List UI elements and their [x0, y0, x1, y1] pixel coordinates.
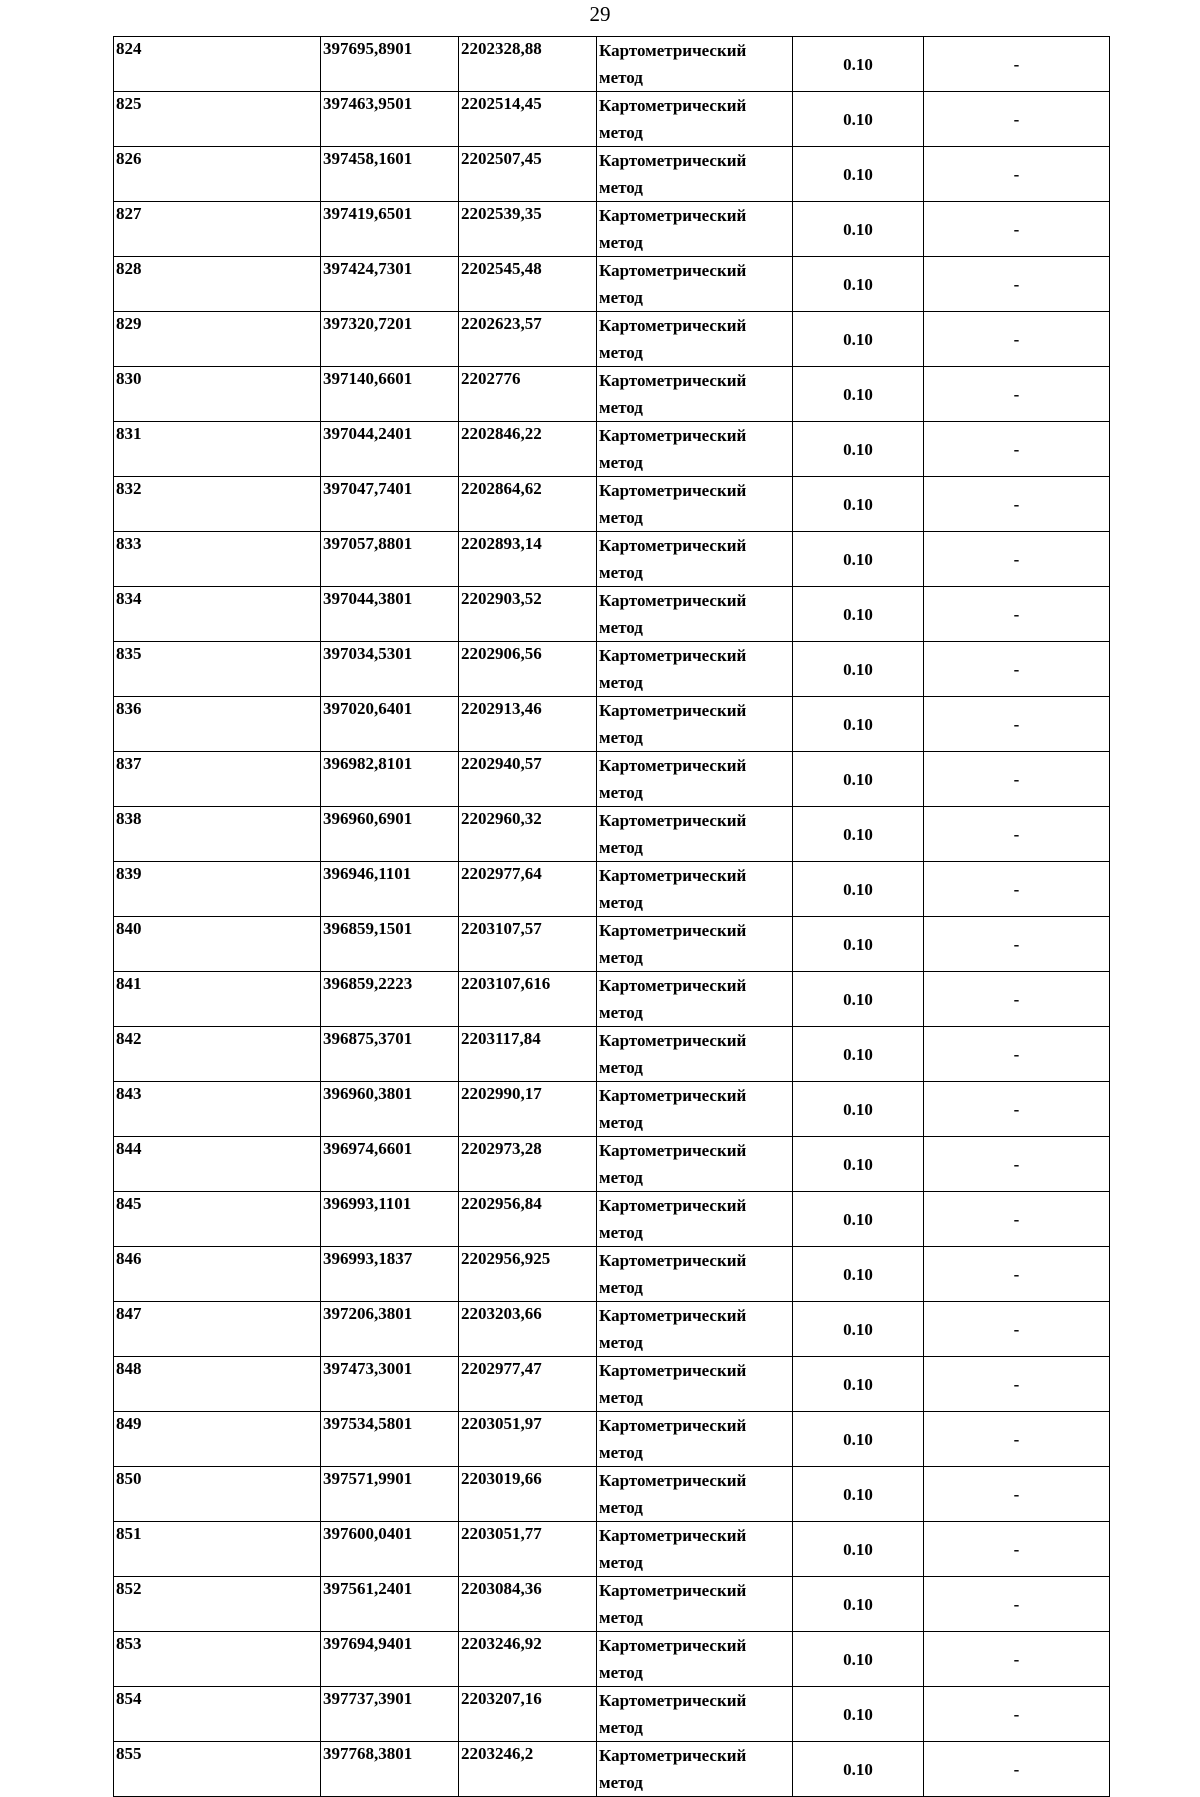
- x-coordinate-cell: 397473,3001: [321, 1357, 459, 1412]
- method-text-line-2: метод: [599, 343, 643, 362]
- table-row: [114, 972, 1110, 1027]
- method-cell: [597, 1247, 793, 1302]
- table-row: [114, 752, 1110, 807]
- note-cell: -: [924, 477, 1110, 532]
- accuracy-cell: 0.10: [793, 862, 924, 917]
- method-text-line-1: Картометрический: [599, 866, 747, 885]
- method-text-line-2: метод: [599, 1553, 643, 1572]
- table-row: [114, 1137, 1110, 1192]
- note-cell: -: [924, 862, 1110, 917]
- y-coordinate-cell: 2203051,77: [459, 1522, 597, 1577]
- method-cell: [597, 807, 793, 862]
- x-coordinate-cell: 397140,6601: [321, 367, 459, 422]
- accuracy-cell: 0.10: [793, 422, 924, 477]
- method-text-line-1: Картометрический: [599, 1361, 747, 1380]
- table-row: [114, 1247, 1110, 1302]
- method-text-line-2: метод: [599, 1333, 643, 1352]
- method-text-line-2: метод: [599, 1443, 643, 1462]
- y-coordinate-cell: 2202960,32: [459, 807, 597, 862]
- method-text-line-1: Картометрический: [599, 536, 747, 555]
- table-row: [114, 587, 1110, 642]
- accuracy-cell: 0.10: [793, 532, 924, 587]
- y-coordinate-cell: 2202507,45: [459, 147, 597, 202]
- method-text-line-1: Картометрический: [599, 371, 747, 390]
- x-coordinate-cell: 397424,7301: [321, 257, 459, 312]
- table-row: [114, 312, 1110, 367]
- x-coordinate-cell: 397020,6401: [321, 697, 459, 752]
- point-number-cell: 852: [114, 1577, 321, 1632]
- method-text-line-2: метод: [599, 233, 643, 252]
- method-text-line-2: метод: [599, 1773, 643, 1792]
- accuracy-cell: 0.10: [793, 477, 924, 532]
- x-coordinate-cell: 397463,9501: [321, 92, 459, 147]
- x-coordinate-cell: 396859,2223: [321, 972, 459, 1027]
- method-cell: [597, 92, 793, 147]
- method-cell: [597, 312, 793, 367]
- x-coordinate-cell: 397034,5301: [321, 642, 459, 697]
- method-text-line-2: метод: [599, 288, 643, 307]
- note-cell: -: [924, 752, 1110, 807]
- point-number-cell: 845: [114, 1192, 321, 1247]
- method-cell: [597, 477, 793, 532]
- method-text-line-1: Картометрический: [599, 921, 747, 940]
- method-cell: [597, 202, 793, 257]
- y-coordinate-cell: 2203051,97: [459, 1412, 597, 1467]
- table-row: [114, 807, 1110, 862]
- table-row: [114, 532, 1110, 587]
- note-cell: -: [924, 1137, 1110, 1192]
- method-text-line-2: метод: [599, 783, 643, 802]
- method-text-line-1: Картометрический: [599, 1251, 747, 1270]
- accuracy-cell: 0.10: [793, 1357, 924, 1412]
- y-coordinate-cell: 2202514,45: [459, 92, 597, 147]
- point-number-cell: 851: [114, 1522, 321, 1577]
- x-coordinate-cell: 396974,6601: [321, 1137, 459, 1192]
- note-cell: -: [924, 807, 1110, 862]
- point-number-cell: 831: [114, 422, 321, 477]
- accuracy-cell: 0.10: [793, 587, 924, 642]
- table-row: [114, 642, 1110, 697]
- method-text-line-2: метод: [599, 1278, 643, 1297]
- method-text-line-2: метод: [599, 68, 643, 87]
- method-text-line-2: метод: [599, 563, 643, 582]
- point-number-cell: 830: [114, 367, 321, 422]
- accuracy-cell: 0.10: [793, 1302, 924, 1357]
- note-cell: -: [924, 1192, 1110, 1247]
- table-row: [114, 917, 1110, 972]
- method-cell: [597, 1192, 793, 1247]
- point-number-cell: 846: [114, 1247, 321, 1302]
- method-cell: [597, 1632, 793, 1687]
- y-coordinate-cell: 2203107,616: [459, 972, 597, 1027]
- point-number-cell: 839: [114, 862, 321, 917]
- method-text-line-2: метод: [599, 893, 643, 912]
- table-row: [114, 1192, 1110, 1247]
- x-coordinate-cell: 397057,8801: [321, 532, 459, 587]
- method-text-line-1: Картометрический: [599, 1581, 747, 1600]
- method-text-line-2: метод: [599, 1113, 643, 1132]
- x-coordinate-cell: 397561,2401: [321, 1577, 459, 1632]
- x-coordinate-cell: 397044,3801: [321, 587, 459, 642]
- table-row: [114, 1027, 1110, 1082]
- accuracy-cell: 0.10: [793, 972, 924, 1027]
- point-number-cell: 835: [114, 642, 321, 697]
- x-coordinate-cell: 397047,7401: [321, 477, 459, 532]
- x-coordinate-cell: 397206,3801: [321, 1302, 459, 1357]
- method-cell: [597, 147, 793, 202]
- accuracy-cell: 0.10: [793, 257, 924, 312]
- x-coordinate-cell: 396875,3701: [321, 1027, 459, 1082]
- method-cell: [597, 862, 793, 917]
- method-text-line-2: метод: [599, 1663, 643, 1682]
- point-number-cell: 838: [114, 807, 321, 862]
- x-coordinate-cell: 397534,5801: [321, 1412, 459, 1467]
- x-coordinate-cell: 397044,2401: [321, 422, 459, 477]
- method-text-line-1: Картометрический: [599, 646, 747, 665]
- y-coordinate-cell: 2203117,84: [459, 1027, 597, 1082]
- y-coordinate-cell: 2203084,36: [459, 1577, 597, 1632]
- method-cell: [597, 1522, 793, 1577]
- y-coordinate-cell: 2202956,925: [459, 1247, 597, 1302]
- x-coordinate-cell: 397600,0401: [321, 1522, 459, 1577]
- method-cell: [597, 1577, 793, 1632]
- point-number-cell: 827: [114, 202, 321, 257]
- point-number-cell: 841: [114, 972, 321, 1027]
- method-text-line-1: Картометрический: [599, 591, 747, 610]
- method-text-line-1: Картометрический: [599, 701, 747, 720]
- method-text-line-2: метод: [599, 1608, 643, 1627]
- x-coordinate-cell: 397458,1601: [321, 147, 459, 202]
- note-cell: -: [924, 1687, 1110, 1742]
- accuracy-cell: 0.10: [793, 1632, 924, 1687]
- point-number-cell: 844: [114, 1137, 321, 1192]
- note-cell: -: [924, 1467, 1110, 1522]
- note-cell: -: [924, 37, 1110, 92]
- y-coordinate-cell: 2202776: [459, 367, 597, 422]
- point-number-cell: 848: [114, 1357, 321, 1412]
- y-coordinate-cell: 2202906,56: [459, 642, 597, 697]
- method-text-line-1: Картометрический: [599, 316, 747, 335]
- accuracy-cell: 0.10: [793, 1192, 924, 1247]
- table-row: [114, 697, 1110, 752]
- accuracy-cell: 0.10: [793, 1522, 924, 1577]
- point-number-cell: 829: [114, 312, 321, 367]
- method-text-line-1: Картометрический: [599, 976, 747, 995]
- point-number-cell: 828: [114, 257, 321, 312]
- accuracy-cell: 0.10: [793, 1082, 924, 1137]
- y-coordinate-cell: 2202864,62: [459, 477, 597, 532]
- x-coordinate-cell: 397695,8901: [321, 37, 459, 92]
- point-number-cell: 840: [114, 917, 321, 972]
- point-number-cell: 825: [114, 92, 321, 147]
- y-coordinate-cell: 2203207,16: [459, 1687, 597, 1742]
- table-row: [114, 147, 1110, 202]
- point-number-cell: 843: [114, 1082, 321, 1137]
- point-number-cell: 855: [114, 1742, 321, 1797]
- point-number-cell: 850: [114, 1467, 321, 1522]
- y-coordinate-cell: 2203019,66: [459, 1467, 597, 1522]
- x-coordinate-cell: 397419,6501: [321, 202, 459, 257]
- table-row: [114, 1082, 1110, 1137]
- method-text-line-1: Картометрический: [599, 1141, 747, 1160]
- point-number-cell: 836: [114, 697, 321, 752]
- note-cell: -: [924, 367, 1110, 422]
- table-row: [114, 37, 1110, 92]
- method-text-line-2: метод: [599, 618, 643, 637]
- x-coordinate-cell: 397320,7201: [321, 312, 459, 367]
- y-coordinate-cell: 2203203,66: [459, 1302, 597, 1357]
- method-cell: [597, 257, 793, 312]
- y-coordinate-cell: 2202990,17: [459, 1082, 597, 1137]
- table-row: [114, 422, 1110, 477]
- method-text-line-2: метод: [599, 1223, 643, 1242]
- method-text-line-1: Картометрический: [599, 96, 747, 115]
- accuracy-cell: 0.10: [793, 1247, 924, 1302]
- method-text-line-1: Картометрический: [599, 481, 747, 500]
- note-cell: -: [924, 312, 1110, 367]
- accuracy-cell: 0.10: [793, 1742, 924, 1797]
- method-text-line-2: метод: [599, 1003, 643, 1022]
- method-text-line-2: метод: [599, 1168, 643, 1187]
- method-text-line-1: Картометрический: [599, 1691, 747, 1710]
- note-cell: -: [924, 642, 1110, 697]
- x-coordinate-cell: 396993,1837: [321, 1247, 459, 1302]
- method-cell: [597, 1082, 793, 1137]
- method-text-line-2: метод: [599, 453, 643, 472]
- method-text-line-2: метод: [599, 838, 643, 857]
- method-text-line-2: метод: [599, 1058, 643, 1077]
- accuracy-cell: 0.10: [793, 1137, 924, 1192]
- table-row: [114, 367, 1110, 422]
- method-text-line-1: Картометрический: [599, 1031, 747, 1050]
- method-text-line-1: Картометрический: [599, 756, 747, 775]
- method-text-line-1: Картометрический: [599, 1416, 747, 1435]
- method-text-line-2: метод: [599, 398, 643, 417]
- y-coordinate-cell: 2202846,22: [459, 422, 597, 477]
- note-cell: -: [924, 1302, 1110, 1357]
- note-cell: -: [924, 1247, 1110, 1302]
- method-text-line-1: Картометрический: [599, 1306, 747, 1325]
- table-row: [114, 1577, 1110, 1632]
- point-number-cell: 837: [114, 752, 321, 807]
- method-text-line-2: метод: [599, 178, 643, 197]
- note-cell: -: [924, 697, 1110, 752]
- table-row: [114, 202, 1110, 257]
- point-number-cell: 847: [114, 1302, 321, 1357]
- accuracy-cell: 0.10: [793, 202, 924, 257]
- method-cell: [597, 587, 793, 642]
- accuracy-cell: 0.10: [793, 37, 924, 92]
- accuracy-cell: 0.10: [793, 367, 924, 422]
- x-coordinate-cell: 397571,9901: [321, 1467, 459, 1522]
- method-cell: [597, 1412, 793, 1467]
- table-row: [114, 92, 1110, 147]
- y-coordinate-cell: 2202893,14: [459, 532, 597, 587]
- method-cell: [597, 1302, 793, 1357]
- accuracy-cell: 0.10: [793, 917, 924, 972]
- y-coordinate-cell: 2202328,88: [459, 37, 597, 92]
- accuracy-cell: 0.10: [793, 1467, 924, 1522]
- y-coordinate-cell: 2202973,28: [459, 1137, 597, 1192]
- accuracy-cell: 0.10: [793, 312, 924, 367]
- table-row: [114, 1412, 1110, 1467]
- note-cell: -: [924, 147, 1110, 202]
- method-text-line-1: Картометрический: [599, 811, 747, 830]
- point-number-cell: 854: [114, 1687, 321, 1742]
- page-number: 29: [589, 2, 611, 26]
- point-number-cell: 842: [114, 1027, 321, 1082]
- x-coordinate-cell: 396993,1101: [321, 1192, 459, 1247]
- point-number-cell: 824: [114, 37, 321, 92]
- method-text-line-2: метод: [599, 728, 643, 747]
- table-row: [114, 1742, 1110, 1797]
- accuracy-cell: 0.10: [793, 1577, 924, 1632]
- y-coordinate-cell: 2203246,2: [459, 1742, 597, 1797]
- method-cell: [597, 422, 793, 477]
- method-text-line-1: Картометрический: [599, 1746, 747, 1765]
- method-cell: [597, 532, 793, 587]
- note-cell: -: [924, 587, 1110, 642]
- x-coordinate-cell: 397768,3801: [321, 1742, 459, 1797]
- y-coordinate-cell: 2203246,92: [459, 1632, 597, 1687]
- table-row: [114, 1522, 1110, 1577]
- y-coordinate-cell: 2202977,47: [459, 1357, 597, 1412]
- method-cell: [597, 1137, 793, 1192]
- method-text-line-2: метод: [599, 508, 643, 527]
- method-text-line-1: Картометрический: [599, 151, 747, 170]
- method-cell: [597, 642, 793, 697]
- y-coordinate-cell: 2202623,57: [459, 312, 597, 367]
- y-coordinate-cell: 2202940,57: [459, 752, 597, 807]
- note-cell: -: [924, 202, 1110, 257]
- table-row: [114, 1357, 1110, 1412]
- method-cell: [597, 1742, 793, 1797]
- method-cell: [597, 1467, 793, 1522]
- accuracy-cell: 0.10: [793, 1412, 924, 1467]
- note-cell: -: [924, 1082, 1110, 1137]
- method-text-line-1: Картометрический: [599, 426, 747, 445]
- note-cell: -: [924, 1357, 1110, 1412]
- method-text-line-1: Картометрический: [599, 1086, 747, 1105]
- table-row: [114, 1467, 1110, 1522]
- table-row: [114, 1302, 1110, 1357]
- table-row: [114, 477, 1110, 532]
- accuracy-cell: 0.10: [793, 752, 924, 807]
- method-text-line-1: Картометрический: [599, 1636, 747, 1655]
- x-coordinate-cell: 396859,1501: [321, 917, 459, 972]
- note-cell: -: [924, 972, 1110, 1027]
- method-text-line-1: Картометрический: [599, 1196, 747, 1215]
- method-text-line-2: метод: [599, 673, 643, 692]
- note-cell: -: [924, 1742, 1110, 1797]
- note-cell: -: [924, 92, 1110, 147]
- method-cell: [597, 697, 793, 752]
- accuracy-cell: 0.10: [793, 147, 924, 202]
- method-text-line-1: Картометрический: [599, 261, 747, 280]
- method-cell: [597, 37, 793, 92]
- y-coordinate-cell: 2203107,57: [459, 917, 597, 972]
- method-cell: [597, 917, 793, 972]
- x-coordinate-cell: 396960,3801: [321, 1082, 459, 1137]
- y-coordinate-cell: 2202545,48: [459, 257, 597, 312]
- point-number-cell: 826: [114, 147, 321, 202]
- method-text-line-1: Картометрический: [599, 206, 747, 225]
- coordinates-table-body: [114, 37, 1110, 1797]
- y-coordinate-cell: 2202956,84: [459, 1192, 597, 1247]
- table-row: [114, 1632, 1110, 1687]
- method-cell: [597, 972, 793, 1027]
- note-cell: -: [924, 422, 1110, 477]
- x-coordinate-cell: 396960,6901: [321, 807, 459, 862]
- point-number-cell: 849: [114, 1412, 321, 1467]
- note-cell: -: [924, 1412, 1110, 1467]
- method-text-line-1: Картометрический: [599, 1526, 747, 1545]
- method-cell: [597, 367, 793, 422]
- y-coordinate-cell: 2202903,52: [459, 587, 597, 642]
- method-cell: [597, 752, 793, 807]
- accuracy-cell: 0.10: [793, 92, 924, 147]
- point-number-cell: 853: [114, 1632, 321, 1687]
- x-coordinate-cell: 397694,9401: [321, 1632, 459, 1687]
- coordinates-table: [113, 36, 1110, 1797]
- point-number-cell: 834: [114, 587, 321, 642]
- accuracy-cell: 0.10: [793, 697, 924, 752]
- table-row: [114, 257, 1110, 312]
- note-cell: -: [924, 1632, 1110, 1687]
- y-coordinate-cell: 2202913,46: [459, 697, 597, 752]
- method-text-line-1: Картометрический: [599, 1471, 747, 1490]
- note-cell: -: [924, 257, 1110, 312]
- point-number-cell: 833: [114, 532, 321, 587]
- note-cell: -: [924, 1027, 1110, 1082]
- note-cell: -: [924, 532, 1110, 587]
- y-coordinate-cell: 2202977,64: [459, 862, 597, 917]
- method-cell: [597, 1687, 793, 1742]
- method-text-line-2: метод: [599, 948, 643, 967]
- method-text-line-1: Картометрический: [599, 41, 747, 60]
- method-cell: [597, 1357, 793, 1412]
- accuracy-cell: 0.10: [793, 1027, 924, 1082]
- accuracy-cell: 0.10: [793, 1687, 924, 1742]
- table-row: [114, 862, 1110, 917]
- accuracy-cell: 0.10: [793, 807, 924, 862]
- method-text-line-2: метод: [599, 1718, 643, 1737]
- x-coordinate-cell: 396982,8101: [321, 752, 459, 807]
- method-text-line-2: метод: [599, 1388, 643, 1407]
- note-cell: -: [924, 917, 1110, 972]
- accuracy-cell: 0.10: [793, 642, 924, 697]
- method-text-line-2: метод: [599, 1498, 643, 1517]
- table-row: [114, 1687, 1110, 1742]
- note-cell: -: [924, 1577, 1110, 1632]
- note-cell: -: [924, 1522, 1110, 1577]
- method-cell: [597, 1027, 793, 1082]
- x-coordinate-cell: 397737,3901: [321, 1687, 459, 1742]
- method-text-line-2: метод: [599, 123, 643, 142]
- point-number-cell: 832: [114, 477, 321, 532]
- x-coordinate-cell: 396946,1101: [321, 862, 459, 917]
- y-coordinate-cell: 2202539,35: [459, 202, 597, 257]
